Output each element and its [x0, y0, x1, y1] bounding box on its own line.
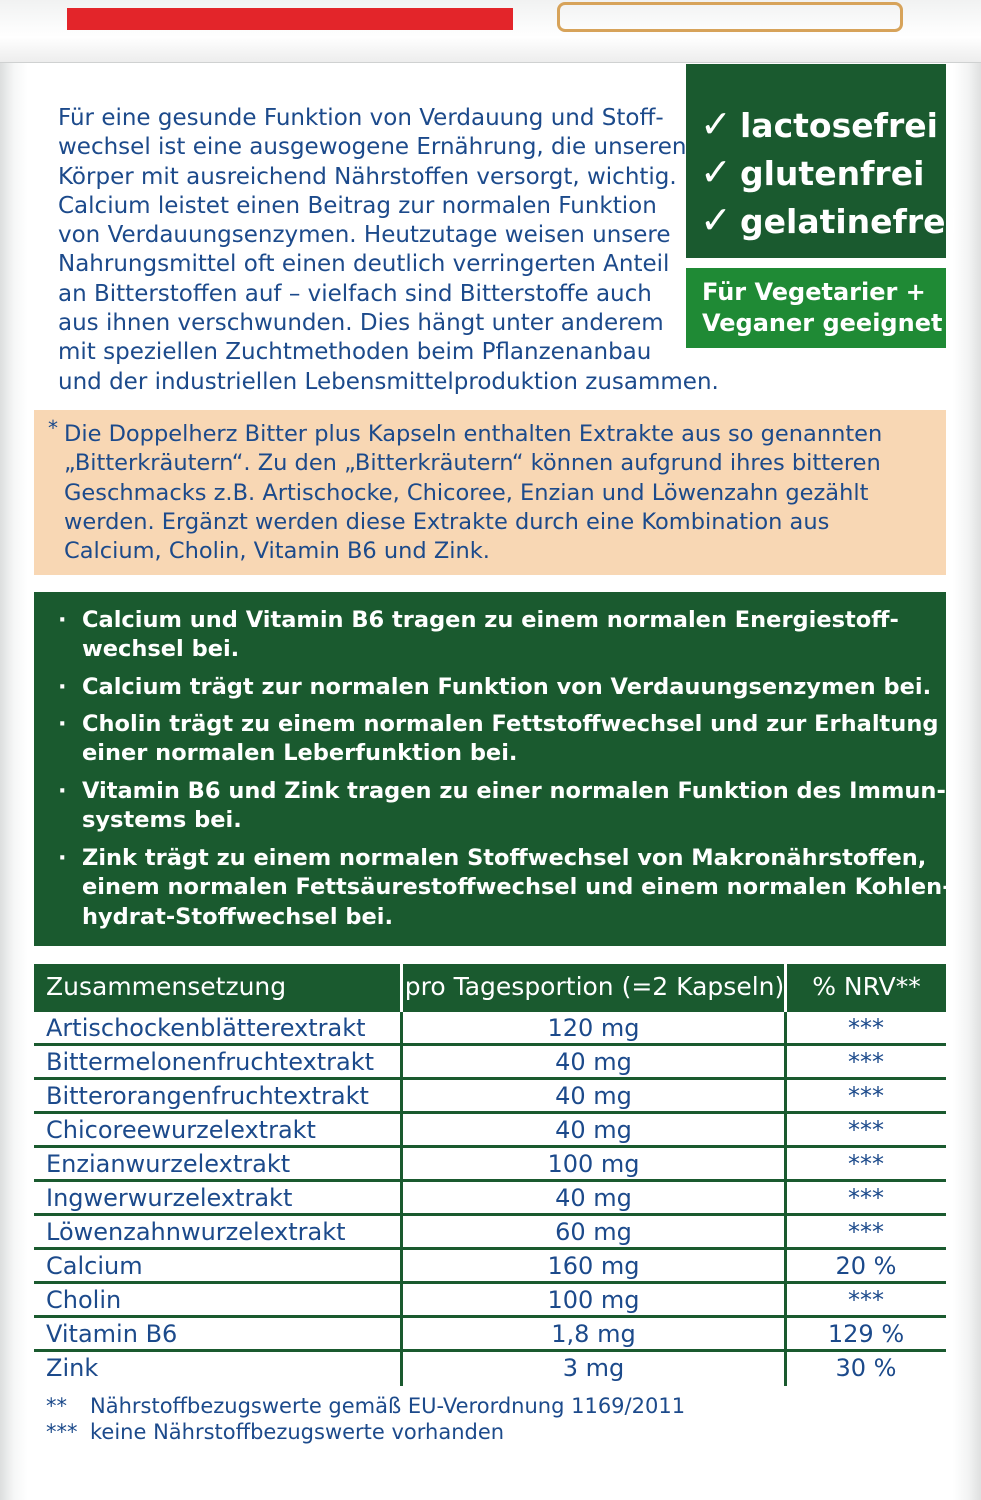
ingredient-name: Vitamin B6 — [46, 1320, 178, 1348]
check-icon: ✓ — [700, 102, 732, 146]
nrv-value: *** — [848, 1184, 884, 1212]
ingredient-name: Ingwerwurzelextrakt — [46, 1184, 293, 1212]
intro-line: von Verdauungsenzymen. Heutzutage weisen unsere — [58, 222, 671, 249]
daily-amount: 1,8 mg — [551, 1320, 636, 1348]
bullet-icon: · — [58, 778, 67, 804]
intro-text — [58, 104, 719, 397]
vegan-line: Veganer geeignet — [702, 309, 943, 337]
health-claims: · Calcium und Vitamin B6 tragen zu einem normalen Energiestoff- wechsel bei. · Calcium trägt zur normalen Funktion von Verdauungsenzymen bei. · Cholin trägt zu einem normalen Fettstoffwechsel und zur Erhaltung einer normalen Leberfunktion bei. · Vitamin B6 und Zink tragen zu einer normalen Funktion des Immun- systems bei. · Zink trägt zu einem normalen Stoffwechsel von Makronährstoffen, einem normalen Fettsäurestoffwechsel und einem normalen Kohlen- hydrat-Stoffwechsel bei. — [34, 592, 946, 946]
top-flap — [0, 0, 981, 63]
ingredient-name: Calcium — [46, 1252, 143, 1280]
intro-line: Nahrungsmittel oft einen deutlich verringerten Anteil — [58, 251, 670, 278]
vegan-line: Für Vegetarier + — [702, 278, 926, 306]
intro-line: mit speziellen Zuchtmethoden beim Pflanzenanbau — [58, 339, 652, 366]
nrv-value: *** — [848, 1082, 884, 1110]
table-row — [34, 1080, 946, 1114]
note-line: Geschmacks z.B. Artischocke, Chicoree, Enzian und Löwenzahn gezählt — [64, 479, 869, 506]
note-line: „Bitterkräutern“. Zu den „Bitterkräutern“ können aufgrund ihres bitteren — [64, 450, 881, 477]
nrv-value: *** — [848, 1150, 884, 1178]
bullet-icon: · — [58, 711, 67, 737]
table-row — [34, 1114, 946, 1148]
daily-amount: 100 mg — [547, 1286, 640, 1314]
intro-line: wechsel ist eine ausgewogene Ernährung, die unseren — [58, 134, 687, 161]
gluten-free-label: ✓ glutenfrei — [700, 150, 925, 194]
nrv-value: 30 % — [835, 1354, 897, 1382]
intro-line: Calcium leistet einen Beitrag zur normalen Funktion — [58, 192, 657, 219]
table-row — [34, 1182, 946, 1216]
daily-amount: 40 mg — [555, 1116, 632, 1144]
ingredient-name: Bittermelonenfruchtextrakt — [46, 1048, 375, 1076]
ingredient-name: Zink — [46, 1354, 99, 1382]
red-band — [67, 8, 513, 30]
footnote: ** Nährstoffbezugswerte gemäß EU-Verordnung 1169/2011 — [46, 1394, 686, 1418]
table-row — [34, 1352, 946, 1386]
composition-table-header — [34, 964, 946, 1012]
daily-amount: 160 mg — [547, 1252, 640, 1280]
ingredient-name: Artischockenblätterextrakt — [46, 1014, 366, 1042]
footnote: *** keine Nährstoffbezugswerte vorhanden — [46, 1420, 505, 1444]
table-row — [34, 1318, 946, 1352]
nrv-value: *** — [848, 1116, 884, 1144]
note-line: Calcium, Cholin, Vitamin B6 und Zink. — [64, 538, 490, 565]
note-line: Die Doppelherz Bitter plus Kapseln enthalten Extrakte aus so genannten — [64, 421, 883, 447]
nrv-value: *** — [848, 1286, 884, 1314]
daily-amount: 40 mg — [555, 1184, 632, 1212]
intro-line: Körper mit ausreichend Nährstoffen versorgt, wichtig. — [58, 163, 677, 190]
intro-line: Für eine gesunde Funktion von Verdauung und Stoff- — [58, 105, 664, 131]
brand-logo-frame — [557, 2, 903, 32]
table-row — [34, 1284, 946, 1318]
check-icon: ✓ — [700, 150, 732, 194]
ingredient-note — [34, 410, 946, 575]
header-daily-portion: pro Tagesportion (=2 Kapseln) — [404, 972, 785, 1001]
table-row — [34, 1148, 946, 1182]
check-icon: ✓ — [700, 198, 732, 242]
table-row — [34, 1250, 946, 1284]
asterisk-marker: * — [48, 416, 58, 440]
daily-amount: 120 mg — [547, 1014, 640, 1042]
daily-amount: 40 mg — [555, 1082, 632, 1110]
table-row — [34, 1046, 946, 1080]
lactose-free-label: ✓ lactosefrei — [700, 102, 938, 146]
vegan-badge — [686, 268, 946, 348]
ingredient-name: Löwenzahnwurzelextrakt — [46, 1218, 346, 1246]
daily-amount: 100 mg — [547, 1150, 640, 1178]
intro-line: an Bitterstoffen auf – vielfach sind Bitterstoffe auch — [58, 280, 652, 307]
nrv-value: 129 % — [827, 1320, 905, 1348]
ingredient-name: Enzianwurzelextrakt — [46, 1150, 291, 1178]
nrv-value: *** — [848, 1048, 884, 1076]
free-from-badge — [686, 64, 957, 258]
gelatine-free-label: ✓ gelatinefrei — [700, 198, 957, 242]
bullet-icon: · — [58, 607, 67, 633]
nrv-value: *** — [848, 1014, 884, 1042]
intro-line: und der industriellen Lebensmittelproduktion zusammen. — [58, 368, 719, 395]
note-line: werden. Ergänzt werden diese Extrakte durch eine Kombination aus — [64, 508, 830, 535]
header-nrv: % NRV** — [812, 972, 921, 1001]
bullet-icon: · — [58, 674, 67, 700]
table-row — [34, 1012, 946, 1046]
nrv-value: *** — [848, 1218, 884, 1246]
header-composition: Zusammensetzung — [46, 972, 287, 1001]
intro-line: aus ihnen verschwunden. Dies hängt unter anderem — [58, 310, 664, 337]
ingredient-name: Cholin — [46, 1286, 122, 1314]
daily-amount: 3 mg — [562, 1354, 625, 1382]
daily-amount: 60 mg — [555, 1218, 632, 1246]
nrv-value: 20 % — [835, 1252, 897, 1280]
ingredient-name: Chicoreewurzelextrakt — [46, 1116, 316, 1144]
table-row — [34, 1216, 946, 1250]
bullet-icon: · — [58, 845, 67, 871]
ingredient-name: Bitterorangenfruchtextrakt — [46, 1082, 369, 1110]
daily-amount: 40 mg — [555, 1048, 632, 1076]
